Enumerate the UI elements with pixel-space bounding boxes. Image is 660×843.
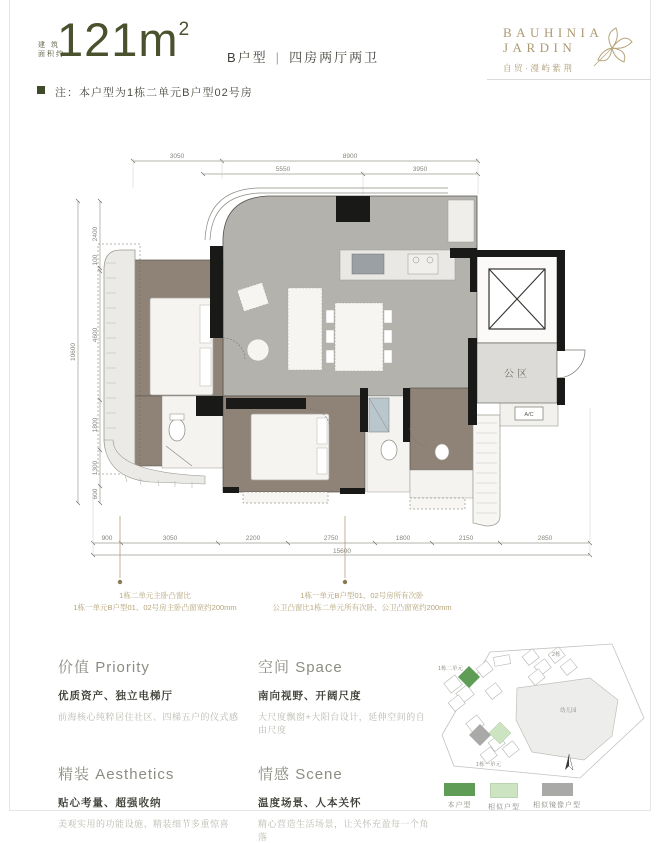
svg-text:1800: 1800 xyxy=(92,417,99,433)
label-kindergarten: 幼儿园 xyxy=(560,708,577,714)
legend-label-this-unit: 本户型 xyxy=(447,802,472,809)
elevator-shaft xyxy=(477,256,557,343)
svg-text:100: 100 xyxy=(92,254,99,266)
feature-priority: 价值 Priority 优质资产、独立电梯厅 前海核心纯粹居住社区、四梯五户的仪式感 xyxy=(58,656,258,736)
left-balcony xyxy=(98,244,140,474)
feature-aesthetics-headline: 贴心考量、超强收纳 xyxy=(58,797,162,809)
floorplan-drawing xyxy=(0,138,660,643)
room-public-area xyxy=(477,343,585,403)
legend-label-similar-unit: 相似户型 xyxy=(488,804,520,811)
unit-type-desc: 四房两厅两卫 xyxy=(289,50,380,65)
brand-name-line2: JARDIN xyxy=(503,40,577,55)
svg-text:2200: 2200 xyxy=(245,535,261,542)
entry-door-arc xyxy=(557,350,585,378)
feature-aesthetics: 精装 Aesthetics 贴心考量、超强收纳 美观实用的功能设施、精装细节多重惊喜 xyxy=(58,763,258,843)
legend-swatch-similar-unit xyxy=(490,783,518,798)
feature-scene-headline: 温度场景、人本关怀 xyxy=(258,797,362,809)
svg-text:2750: 2750 xyxy=(323,535,339,542)
siteplan-legend xyxy=(444,783,594,812)
legend-item-this-unit xyxy=(444,783,475,812)
note-text: 注：本户型为1栋二单元B户型02号房 xyxy=(55,87,253,99)
annotation-right-line1: 1栋一单元B户型01、02号房所有次卧 xyxy=(300,591,424,600)
siteplan-map xyxy=(432,640,654,782)
svg-text:10600: 10600 xyxy=(70,342,77,362)
svg-text:15600: 15600 xyxy=(332,548,352,555)
feature-priority-desc: 前海核心纯粹居住社区、四梯五户的仪式感 xyxy=(58,712,239,722)
room-bedroom3 xyxy=(410,388,473,498)
svg-text:2850: 2850 xyxy=(537,535,553,542)
public-area-label: 公区 xyxy=(504,369,530,380)
svg-text:3050: 3050 xyxy=(169,153,185,160)
brand-subtitle: 自贸·漫屿紫荆 xyxy=(503,63,575,73)
brand-name-line1: BAUHINIA xyxy=(503,25,604,40)
feature-space-desc: 大尺度飘窗+大阳台设计，延伸空间的自由尺度 xyxy=(258,712,426,735)
bauhinia-flower-icon xyxy=(586,20,638,72)
feature-space: 空间 Space 南向视野、开阔尺度 大尺度飘窗+大阳台设计，延伸空间的自由尺度 xyxy=(258,656,433,736)
toilet xyxy=(169,419,185,441)
building-cluster-2 xyxy=(493,647,577,686)
legend-item-mirror-unit xyxy=(533,783,581,812)
kitchen-sink xyxy=(352,254,384,274)
svg-text:5550: 5550 xyxy=(275,166,291,173)
area-label: 建 筑 面积约 xyxy=(38,42,65,58)
wardrobe xyxy=(226,398,306,409)
label-building2: 2栋 xyxy=(552,652,561,658)
annotation-leaders xyxy=(118,516,347,584)
legend-item-similar-unit xyxy=(488,783,520,812)
dim-labels-bottom xyxy=(102,535,553,555)
dim-labels-left xyxy=(70,226,99,499)
kitchen-stove xyxy=(408,254,438,274)
dining-set xyxy=(326,303,392,371)
feature-scene: 情感 Scene 温度场景、人本关怀 精心营造生活场景，让关怀充盈每一个角落 xyxy=(258,763,433,843)
svg-text:1300: 1300 xyxy=(92,460,99,476)
annotations xyxy=(73,590,451,612)
svg-text:2400: 2400 xyxy=(92,226,99,242)
legend-swatch-mirror-unit xyxy=(542,783,573,796)
annotation-right-line2: 公卫凸窗比1栋二单元所有次卧、公卫凸窗宽约200mm xyxy=(272,603,452,612)
ac-label: A/C xyxy=(524,412,534,418)
feature-priority-headline: 优质资产、独立电梯厅 xyxy=(58,690,173,702)
annotation-left-line1: 1栋二单元主卧凸窗比 xyxy=(119,591,191,600)
annotation-left-line2: 1栋一单元B户型01、02号房主卧凸窗宽约200mm xyxy=(73,603,237,612)
svg-text:8900: 8900 xyxy=(342,153,358,160)
feature-sections xyxy=(58,656,433,843)
svg-text:2150: 2150 xyxy=(458,535,474,542)
feature-space-headline: 南向视野、开阔尺度 xyxy=(258,690,362,702)
svg-text:3950: 3950 xyxy=(412,166,428,173)
svg-text:1800: 1800 xyxy=(395,535,411,542)
legend-swatch-this-unit xyxy=(444,783,475,796)
svg-text:3050: 3050 xyxy=(162,535,178,542)
feature-aesthetics-desc: 美观实用的功能设施、精装细节多重惊喜 xyxy=(58,819,230,829)
svg-text:600: 600 xyxy=(92,488,99,500)
kindergarten-building xyxy=(516,678,618,760)
room-bedroom2 xyxy=(223,396,365,492)
label-building1-unit1: 1栋一单元 xyxy=(476,762,502,768)
right-balcony xyxy=(473,401,558,526)
unit-type-title xyxy=(227,47,379,66)
brand-divider xyxy=(487,79,651,80)
dim-lines-top xyxy=(131,158,480,194)
label-building1-unit2: 1栋二单元 xyxy=(438,666,464,672)
svg-text:900: 900 xyxy=(101,535,113,542)
legend-label-mirror-unit: 相似镜像户型 xyxy=(533,802,581,809)
area-exponent: 2 xyxy=(178,19,191,41)
svg-text:4600: 4600 xyxy=(92,327,99,343)
dim-labels-top xyxy=(170,153,428,173)
kitchen-fridge xyxy=(448,200,474,242)
feature-scene-desc: 精心营造生活场景，让关怀充盈每一个角落 xyxy=(258,819,430,842)
unit-type-separator: | xyxy=(275,50,282,65)
toilet2 xyxy=(381,440,397,460)
unit-type-code: B户型 xyxy=(227,50,268,65)
note-bullet-square xyxy=(37,86,45,94)
area-value: $121m^2$ xyxy=(57,13,191,66)
